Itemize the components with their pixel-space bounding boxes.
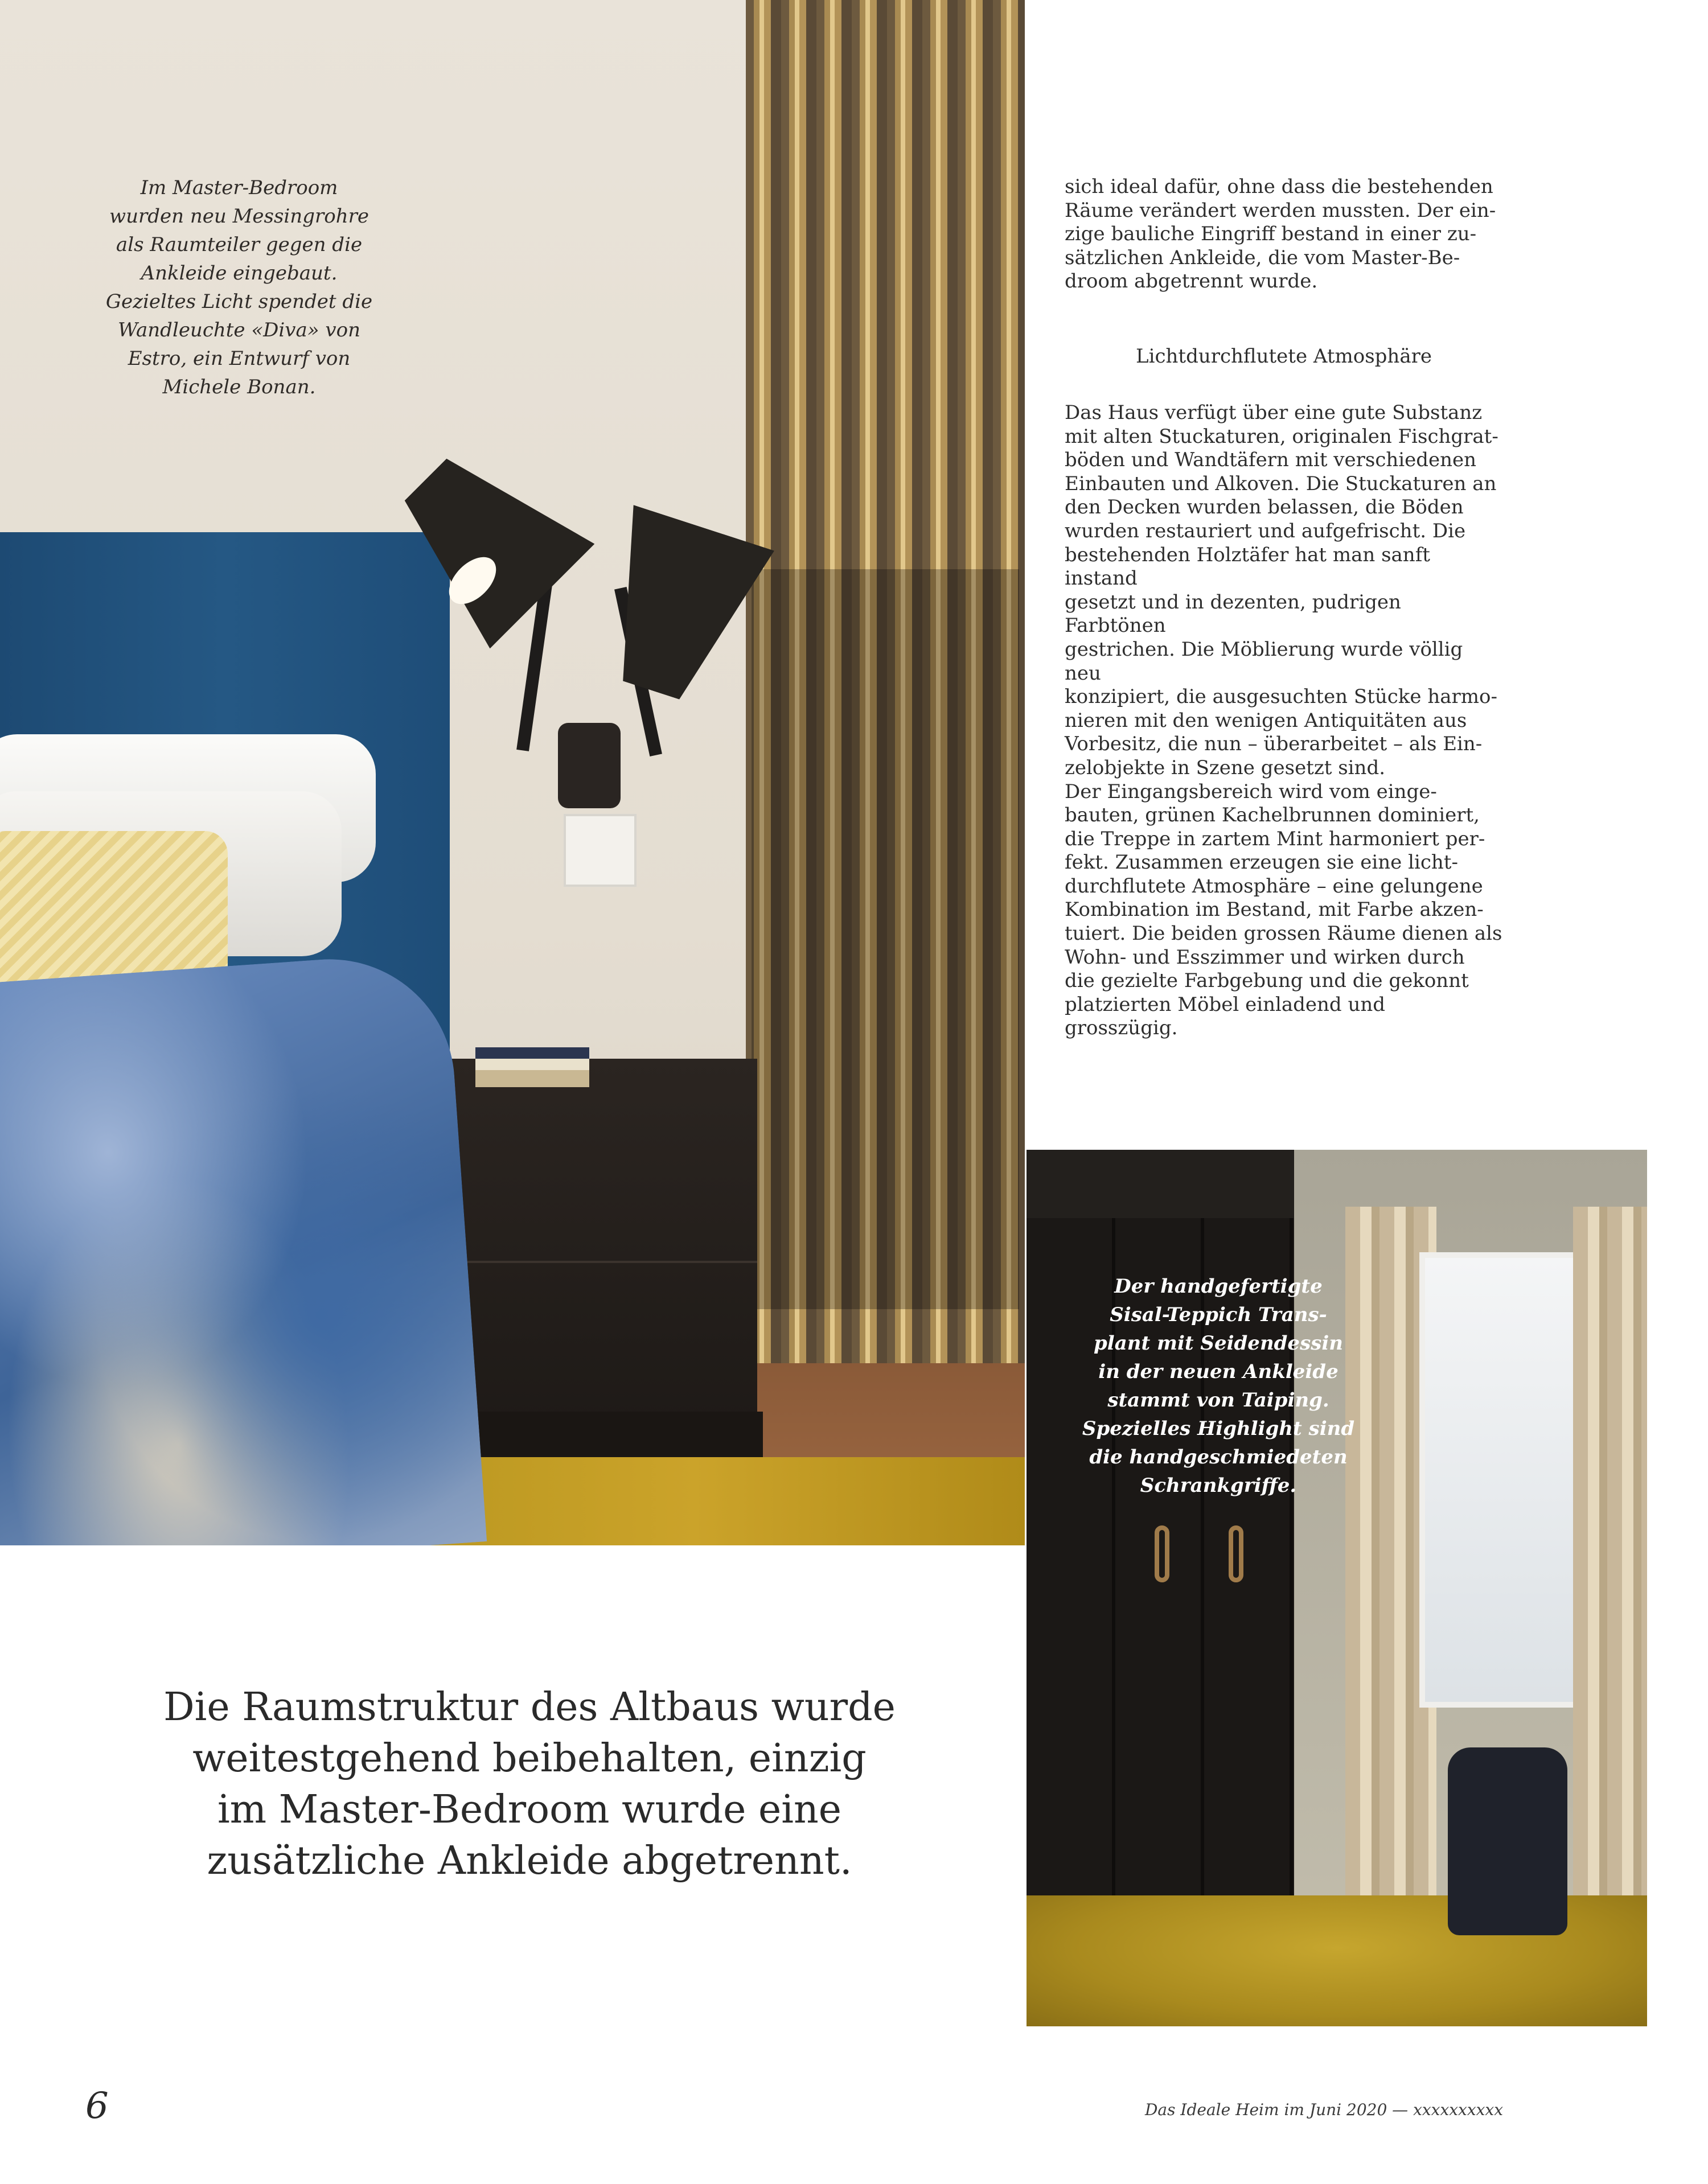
publication-footer: Das Ideale Heim im Juni 2020 — xxxxxxxxxx — [1144, 2100, 1503, 2119]
page-number: 6 — [85, 2085, 109, 2127]
bedroom-photo-caption: Im Master-Bedroom wurden neu Messingrohre als Raumteiler gegen die Ankleide eingebaut. Gezieltes Licht spendet die Wandleuchte «Diva» von Estro, ein Entwurf von Michele Bonan. — [105, 176, 373, 398]
wardrobe-top — [1027, 1150, 1294, 1218]
dressing-room-glimpse — [752, 569, 1019, 1309]
light-switch — [564, 814, 637, 887]
dressing-room-photo-caption: Der handgefertigte Sisal-Teppich Trans- plant mit Seidendessin in der neuen Ankleide stammt von Taiping. Spezielles Highlight sind die handgeschmiedeten Schrankgriffe. — [1082, 1275, 1355, 1497]
lamp-shade — [581, 505, 774, 713]
lamp-wall-mount — [558, 723, 621, 808]
article-paragraph: Das Haus verfügt über eine gute Substanz mit alten Stuckaturen, originalen Fischgrat- böden und Wandtäfern mit verschiedenen Einbauten und Alkoven. Die Stuckaturen an den Decken wurden belassen, die Böden wurden restauriert und aufgefrischt. Die bestehenden Holztäfer hat man sanft instand gesetzt und in dezenten, pudrigen Farbtönen gestrichen. Die Möblierung wurde völlig neu konzipiert, die ausgesuchten Stücke harmo- nieren mit den wenigen Antiquitäten aus Vorbesitz, die nun – überarbeitet – als Ein- zelobjekte in Szene gesetzt sind. Der Eingangsbereich wird vom einge- bauten, grünen Kachelbrunnen dominiert, die Treppe in zartem Mint harmoniert per- fekt. Zusammen erzeugen sie eine licht- durchflutete Atmosphäre – eine gelungene Kombination im Bestand, mit Farbe akzen- tuiert. Die beiden grossen Räume dienen als Wohn- und Esszimmer und wirken durch die gezielte Farbgebung und die gekonnt platzierten Möbel einladend und grosszügig. — [1065, 401, 1502, 1040]
wardrobe-handle — [1229, 1525, 1243, 1582]
wardrobe-handle — [1155, 1525, 1169, 1582]
article-paragraph: sich ideal dafür, ohne dass die bestehenden Räume verändert werden mussten. Der ein- zige bauliche Eingriff bestand in einer zu- sätzlichen Ankleide, die vom Master-Be- droom abgetrennt wurde. — [1065, 175, 1496, 293]
linen-curtain — [1573, 1207, 1647, 1941]
article-subheading: Lichtdurchflutete Atmosphäre — [1136, 345, 1432, 368]
armchair — [1448, 1747, 1567, 1935]
pull-quote: Die Raumstruktur des Altbaus wurde weitestgehend beibehalten, einzig im Master-Bedroom wurde eine zusätzliche Ankleide abgetrennt. — [163, 1685, 896, 1883]
nightstand-drawer-line — [450, 1261, 757, 1263]
blue-throw-blanket — [0, 951, 487, 1545]
book-stack — [475, 1047, 589, 1087]
